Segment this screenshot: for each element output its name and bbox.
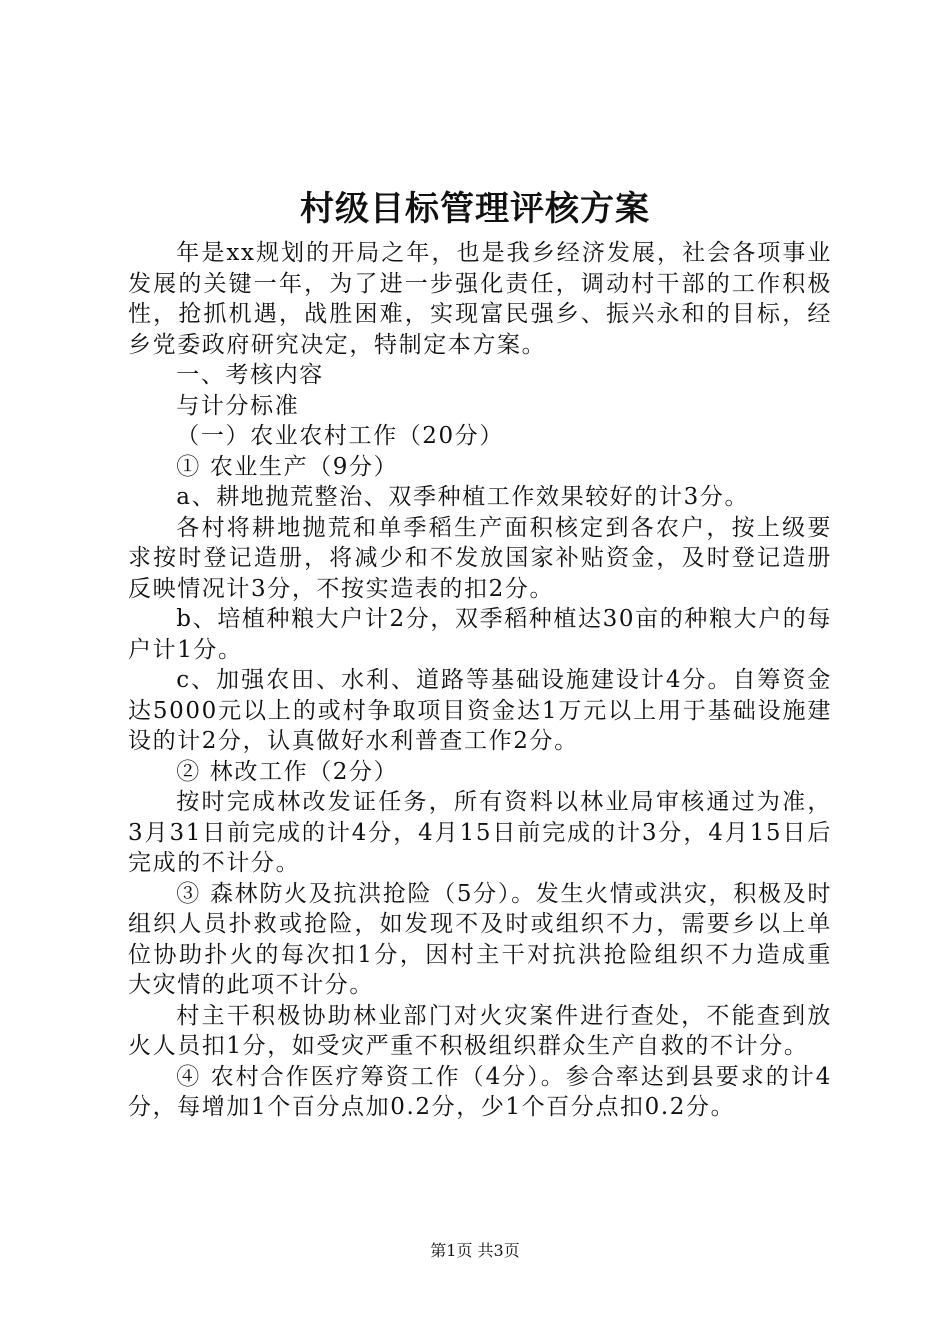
item-b: b、培植种粮大户计2分，双季稻种植达30亩的种粮大户的每户计1分。 [128, 606, 832, 663]
section-heading-1: 一、考核内容 [176, 362, 324, 388]
document-body [128, 238, 832, 1123]
item-c: c、加强农田、水利、道路等基础设施建设计4分。自筹资金达5000元以上的或村争取项目资金达1万元以上用于基础设施建设的计2分，认真做好水利普查工作2分。 [128, 667, 832, 754]
paragraph-fire-cases: 村主干积极协助林业部门对火灾案件进行查处，不能查到放火人员扣1分，如受灾严重不积极组织群众生产自救的不计分。 [128, 1002, 832, 1059]
paragraph-registration: 各村将耕地抛荒和单季稻生产面积核定到各农户，按上级要求按时登记造册，将减少和不发放国家补贴资金，及时登记造册反映情况计3分，不按实造表的扣2分。 [128, 514, 832, 602]
section-heading-1-cont: 与计分标准 [176, 392, 300, 419]
item-forest-reform: ② 林改工作（2分） [176, 758, 399, 785]
paragraph-intro: 年是xx规划的开局之年，也是我乡经济发展，社会各项事业发展的关键一年，为了进一步强化责任，调动村干部的工作积极性，抢抓机遇，战胜困难，实现富民强乡、振兴永和的目标，经乡党委政府研究决定，特制定本方案。 [128, 240, 832, 358]
item-fire-flood: ③ 森林防火及抗洪抢险（5分）。发生火情或洪灾，积极及时组织人员扑救或抢险，如发现不及时或组织不力，需要乡以上单位协助扑火的每次扣1分，因村主干对抗洪抢险组织不力造成重大灾情的此项不计分。 [128, 880, 832, 998]
item-medical: ④ 农村合作医疗筹资工作（4分）。参合率达到县要求的计4分，每增加1个百分点加0.2分，少1个百分点扣0.2分。 [128, 1063, 832, 1120]
paragraph-forest-reform: 按时完成林改发证任务，所有资料以林业局审核通过为准，3月31日前完成的计4分，4月15日前完成的计3分，4月15日后完成的不计分。 [128, 789, 832, 876]
item-a: a、耕地抛荒整治、双季种植工作效果较好的计3分。 [176, 484, 750, 510]
subsection-agriculture: （一）农业农村工作（20分） [176, 423, 504, 449]
page-footer: 第1页 共3页 [430, 1241, 520, 1260]
document-title: 村级目标管理评核方案 [300, 189, 650, 229]
item-agri-production: ① 农业生产（9分） [176, 453, 399, 480]
